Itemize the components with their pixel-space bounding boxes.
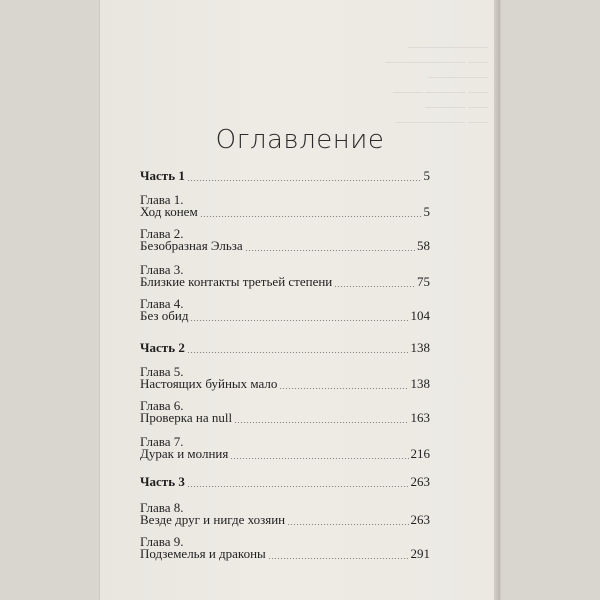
chapter-title: Везде друг и нигде хозяин: [140, 512, 286, 527]
page-number: 138: [410, 340, 430, 355]
chapter-title: Безобразная Эльза: [140, 238, 243, 253]
toc-chapter-2[interactable]: [140, 238, 430, 254]
page-number: 5: [423, 168, 430, 183]
page-number: 75: [417, 274, 430, 289]
page-number: 263: [410, 512, 430, 527]
page-number: 5: [423, 204, 430, 219]
chapter-number: Глава 8.: [140, 500, 184, 515]
leader-dots: [187, 352, 409, 353]
leader-dots: [230, 458, 408, 459]
bleed-through-text: ———————— ———————— —— —————— ——— ———— —— ———— —— ——————— ——: [385, 42, 488, 128]
page-number: 216: [410, 446, 430, 461]
page-number: 163: [410, 410, 430, 425]
page-number: 58: [417, 238, 430, 253]
leader-dots: [200, 216, 422, 217]
leader-dots: [279, 388, 408, 389]
leader-dots: [187, 180, 422, 181]
toc-part-2[interactable]: [140, 340, 430, 356]
toc-chapter-7[interactable]: [140, 446, 430, 462]
chapter-title: Проверка на null: [140, 410, 233, 425]
leader-dots: [334, 286, 415, 287]
chapter-title: Ход конем: [140, 204, 198, 219]
part-label: Часть 1: [140, 168, 185, 183]
chapter-title: Дурак и молния: [140, 446, 229, 461]
chapter-title: Подземелья и драконы: [140, 546, 266, 561]
chapter-number: Глава 3.: [140, 262, 184, 277]
part-label: Часть 2: [140, 340, 185, 355]
page-title: Оглавление: [215, 125, 385, 155]
toc-chapter-3[interactable]: [140, 274, 430, 290]
toc-chapter-5[interactable]: [140, 376, 430, 392]
leader-dots: [187, 486, 409, 487]
toc-chapter-6[interactable]: [140, 410, 430, 426]
part-label: Часть 3: [140, 474, 185, 489]
page-number: 263: [410, 474, 430, 489]
toc-part-1[interactable]: [140, 168, 430, 184]
leader-dots: [287, 524, 408, 525]
toc-chapter-8[interactable]: [140, 512, 430, 528]
book-page: [100, 0, 500, 600]
chapter-title: Настоящих буйных мало: [140, 376, 278, 391]
leader-dots: [234, 422, 408, 423]
leader-dots: [245, 250, 415, 251]
chapter-number: Глава 4.: [140, 296, 184, 311]
toc-chapter-9[interactable]: [140, 546, 430, 562]
toc-chapter-1[interactable]: [140, 204, 430, 220]
chapter-number: Глава 7.: [140, 434, 184, 449]
chapter-title: Близкие контакты третьей степени: [140, 274, 333, 289]
toc-part-3[interactable]: [140, 474, 430, 490]
page-number: 291: [410, 546, 430, 561]
chapter-number: Глава 6.: [140, 398, 184, 413]
leader-dots: [190, 320, 408, 321]
page-spine: [494, 0, 500, 600]
toc-chapter-4[interactable]: [140, 308, 430, 324]
page-number: 138: [410, 376, 430, 391]
page-number: 104: [410, 308, 430, 323]
chapter-title: Без обид: [140, 308, 189, 323]
chapter-number: Глава 1.: [140, 192, 184, 207]
chapter-number: Глава 9.: [140, 534, 184, 549]
chapter-number: Глава 2.: [140, 226, 184, 241]
chapter-number: Глава 5.: [140, 364, 184, 379]
leader-dots: [268, 558, 409, 559]
